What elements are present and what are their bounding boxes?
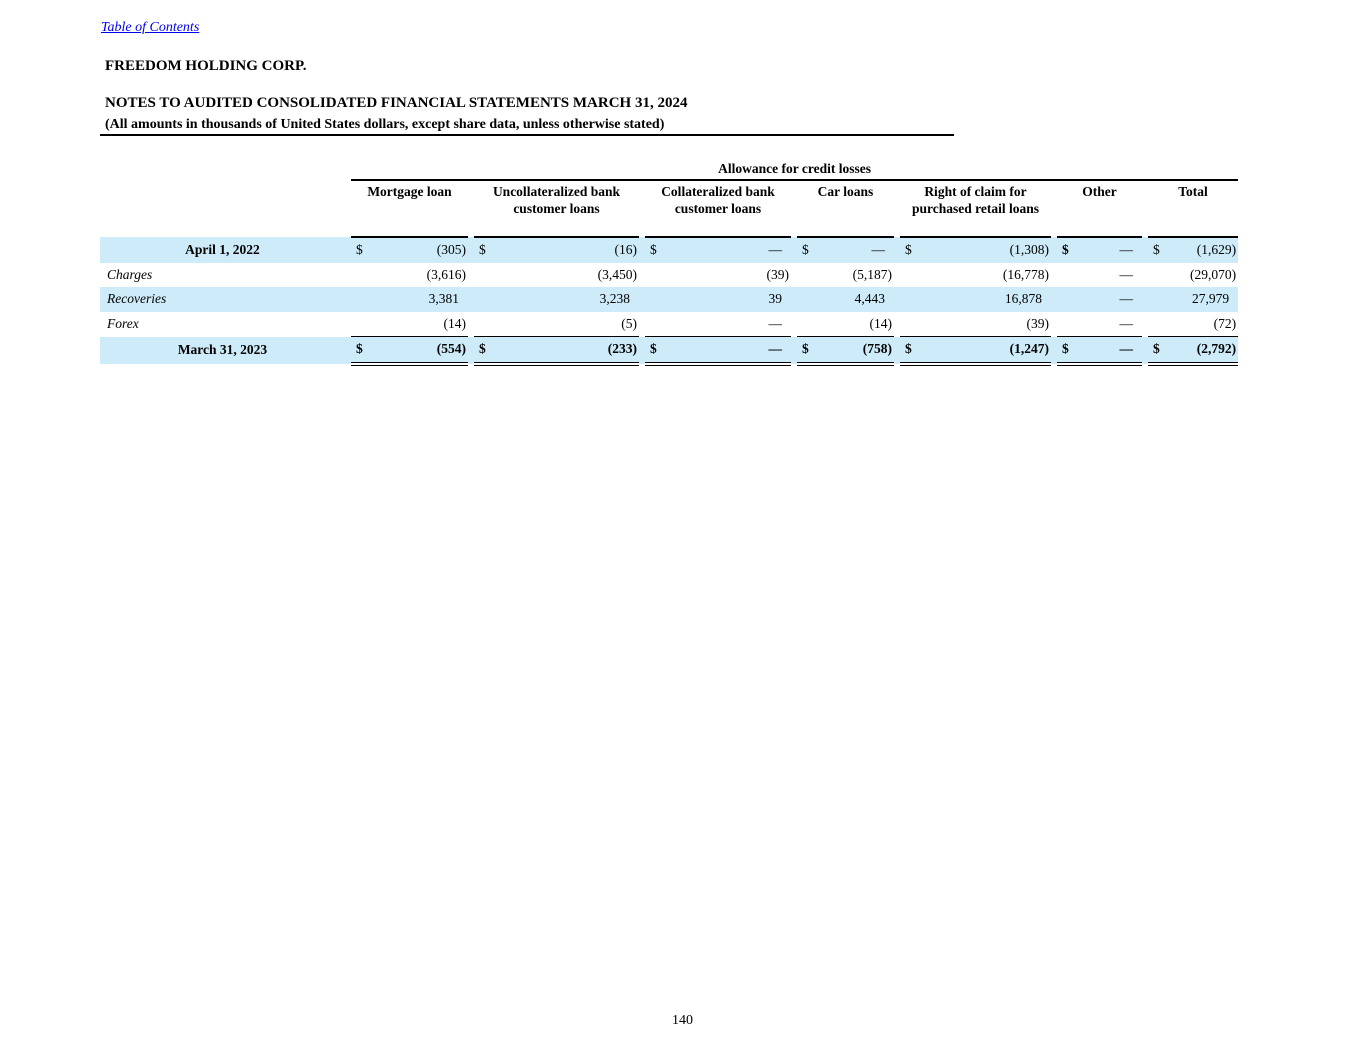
table-row	[100, 287, 1238, 312]
group-header: Allowance for credit losses	[351, 159, 1238, 180]
amount-cell	[474, 312, 639, 337]
amount-cell	[645, 237, 791, 263]
dollar-sign: $	[1153, 242, 1160, 257]
amount-value: 27,979	[1191, 291, 1230, 306]
amount-cell	[474, 287, 639, 312]
amount-cell	[1057, 312, 1142, 337]
table-row	[100, 263, 1238, 288]
column-header-0: Mortgage loan	[351, 180, 468, 237]
amount-cell	[1057, 287, 1142, 312]
group-header-row	[100, 159, 1238, 180]
amount-value: —	[871, 242, 885, 257]
amount-cell	[351, 287, 468, 312]
dollar-sign: $	[356, 242, 363, 257]
amount-cell	[645, 263, 791, 288]
amount-cell	[351, 337, 468, 364]
column-header-3: Car loans	[797, 180, 894, 237]
amount-cell	[797, 263, 894, 288]
amount-value: (305)	[436, 242, 466, 257]
credit-losses-table	[100, 159, 1238, 366]
amount-value: (1,308)	[1009, 242, 1049, 257]
amount-value: 16,878	[1004, 291, 1042, 306]
amounts-note: (All amounts in thousands of United States dollars, except share data, unless otherwise stated)	[105, 117, 665, 132]
amount-value: —	[1119, 242, 1133, 257]
title-rule	[100, 134, 954, 136]
amount-value: (233)	[607, 341, 637, 356]
amount-value: (14)	[443, 315, 466, 331]
document-title: NOTES TO AUDITED CONSOLIDATED FINANCIAL STATEMENTS MARCH 31, 2024	[105, 95, 688, 111]
amount-cell	[797, 312, 894, 337]
amount-value: —	[768, 341, 782, 356]
amount-cell	[474, 263, 639, 288]
amount-cell	[900, 237, 1051, 263]
amount-cell	[1057, 237, 1142, 263]
amount-cell	[645, 337, 791, 364]
dollar-sign: $	[802, 341, 809, 356]
amount-value: 3,381	[428, 291, 459, 306]
dollar-sign: $	[1153, 341, 1160, 356]
row-label: Recoveries	[100, 287, 345, 312]
amount-value: (14)	[869, 315, 892, 331]
dollar-sign: $	[356, 341, 363, 356]
amount-cell	[474, 237, 639, 263]
amount-cell	[645, 287, 791, 312]
column-header-2: Collateralized bank customer loans	[645, 180, 791, 237]
amount-value: (3,450)	[597, 266, 637, 282]
column-header-4: Right of claim for purchased retail loans	[900, 180, 1051, 237]
amount-cell	[351, 237, 468, 263]
dollar-sign: $	[479, 341, 486, 356]
amount-value: —	[1119, 291, 1133, 306]
row-label: April 1, 2022	[100, 237, 345, 263]
amount-value: (5)	[621, 315, 637, 331]
amount-cell	[797, 287, 894, 312]
amount-value: (554)	[436, 341, 466, 356]
amount-cell	[474, 337, 639, 364]
company-name: FREEDOM HOLDING CORP.	[105, 58, 307, 74]
amount-value: (39)	[766, 266, 789, 282]
amount-value: (3,616)	[426, 266, 466, 282]
amount-cell	[1057, 263, 1142, 288]
row-label: March 31, 2023	[100, 337, 345, 364]
row-label: Forex	[107, 315, 139, 331]
amount-value: (1,247)	[1009, 341, 1049, 356]
amount-cell	[1148, 337, 1238, 364]
table-of-contents-link[interactable]: Table of Contents	[101, 20, 200, 35]
amount-cell	[797, 237, 894, 263]
amount-value: (758)	[862, 341, 892, 356]
amount-cell	[900, 312, 1051, 337]
amount-cell	[900, 337, 1051, 364]
amount-value: —	[1119, 341, 1133, 356]
amount-value: (29,070)	[1189, 266, 1237, 282]
dollar-sign: $	[905, 341, 912, 356]
amount-cell	[1148, 263, 1238, 288]
gap-cell	[100, 159, 345, 180]
amount-value: (1,629)	[1196, 242, 1237, 257]
amount-value: (16,778)	[1002, 266, 1049, 282]
table-row	[100, 237, 1238, 263]
column-header-6: Total	[1148, 180, 1238, 237]
amount-cell	[351, 312, 468, 337]
dollar-sign: $	[905, 242, 912, 257]
credit-losses-table-wrap	[100, 159, 1238, 366]
amount-value: —	[768, 242, 782, 257]
table-row	[100, 337, 1238, 364]
column-header-row	[100, 180, 1238, 237]
amount-cell	[1148, 237, 1238, 263]
dollar-sign: $	[1062, 341, 1069, 356]
amount-value: 39	[768, 291, 782, 306]
amount-value: 3,238	[599, 291, 630, 306]
column-header-1: Uncollateralized bank customer loans	[474, 180, 639, 237]
dollar-sign: $	[479, 242, 486, 257]
amount-cell	[645, 312, 791, 337]
amount-value: (5,187)	[852, 266, 892, 282]
amount-value: —	[1119, 315, 1133, 331]
gap-cell	[100, 180, 345, 237]
amount-value: (72)	[1213, 315, 1237, 331]
amount-value: (39)	[1026, 315, 1049, 331]
amount-value: 4,443	[854, 291, 885, 306]
amount-value: (16)	[614, 242, 637, 257]
table-row	[100, 312, 1238, 337]
amount-cell	[900, 263, 1051, 288]
amount-cell	[900, 287, 1051, 312]
dollar-sign: $	[1062, 242, 1069, 257]
amount-cell	[1148, 287, 1238, 312]
amount-value: —	[768, 315, 782, 331]
amount-value: —	[1119, 266, 1133, 282]
amount-cell	[1057, 337, 1142, 364]
dollar-sign: $	[802, 242, 809, 257]
column-header-5: Other	[1057, 180, 1142, 237]
amount-value: (2,792)	[1196, 341, 1237, 356]
row-label: Charges	[107, 266, 153, 282]
amount-cell	[797, 337, 894, 364]
page-number: 140	[672, 1013, 693, 1028]
amount-cell	[351, 263, 468, 288]
dollar-sign: $	[650, 242, 657, 257]
dollar-sign: $	[650, 341, 657, 356]
amount-cell	[1148, 312, 1238, 337]
